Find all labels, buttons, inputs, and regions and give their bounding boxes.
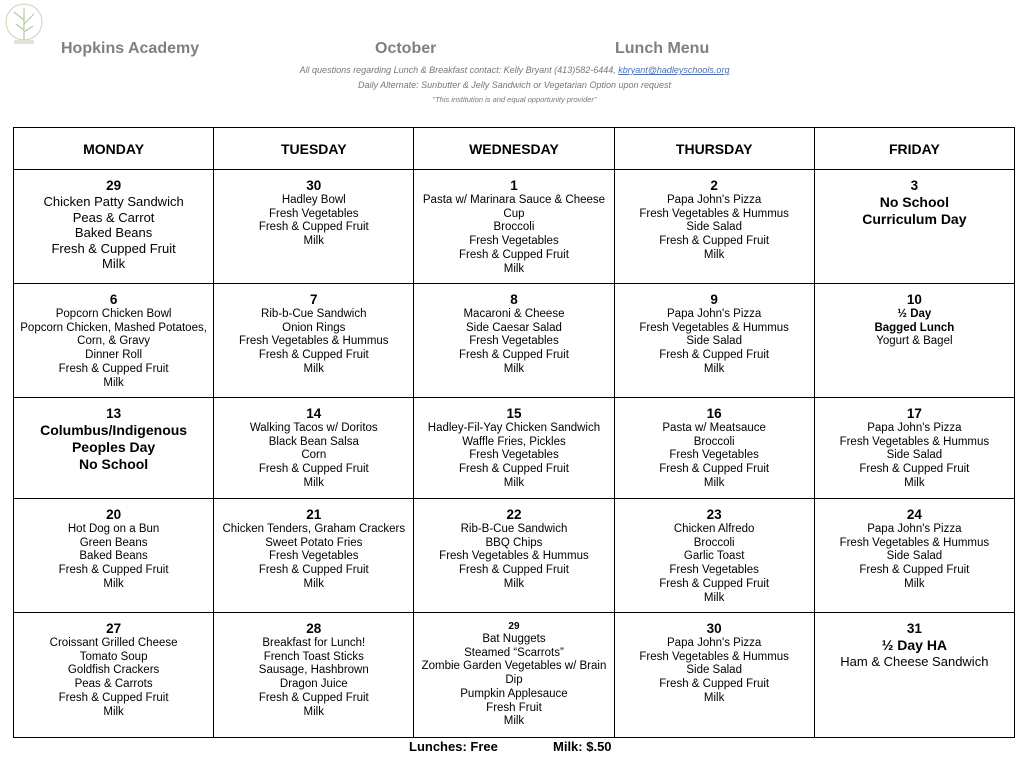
day-number: 14 (306, 406, 322, 421)
menu-item: Papa John's Pizza (667, 194, 762, 206)
menu-item: Fresh & Cupped Fruit (659, 577, 770, 590)
menu-item: Peas & Carrots (74, 678, 153, 691)
day-number: 15 (506, 406, 522, 421)
menu-item: Fresh & Cupped Fruit (459, 564, 569, 577)
weekday-header: MONDAY (14, 128, 214, 170)
menu-item: Hadley-Fil-Yay Chicken Sandwich (427, 422, 601, 434)
menu-item: Rib-b-Cue Sandwich (261, 308, 367, 320)
day-number: 30 (706, 621, 722, 636)
menu-item: Milk (102, 256, 126, 271)
day-cell (814, 499, 1014, 613)
day-cell (414, 284, 614, 398)
menu-item: Pumpkin Applesauce (460, 687, 568, 700)
menu-item: Fresh Vegetables (669, 564, 759, 577)
day-cell (614, 613, 814, 738)
menu-item: Zombie Garden Vegetables w/ Brain Dip (421, 660, 607, 687)
menu-item: Macaroni & Cheese (463, 308, 565, 320)
menu-item: Milk (303, 362, 324, 375)
menu-item: Fresh & Cupped Fruit (659, 235, 770, 248)
day-number: 31 (906, 621, 922, 636)
menu-item: Hadley Bowl (281, 194, 346, 206)
menu-item: Milk (904, 476, 925, 489)
menu-item: Fresh & Cupped Fruit (659, 463, 770, 476)
contact-text: All questions regarding Lunch & Breakfast contact: Kelly Bryant (413)582-6444, (299, 65, 616, 75)
menu-item: Papa John's Pizza (667, 308, 762, 320)
menu-item: Green Beans (79, 536, 148, 549)
day-cell (14, 170, 214, 284)
menu-item: Side Salad (686, 335, 742, 348)
weekday-header: FRIDAY (814, 128, 1014, 170)
day-number: 29 (106, 178, 122, 193)
menu-item: Side Salad (686, 664, 742, 677)
day-number: 6 (109, 292, 118, 307)
day-cell (414, 170, 614, 284)
menu-item: Milk (303, 705, 324, 718)
menu-item: Side Caesar Salad (466, 321, 562, 334)
menu-item: Onion Rings (282, 321, 346, 334)
day-cell (814, 398, 1014, 499)
day-number: 23 (706, 507, 722, 522)
menu-item: Chicken Tenders, Graham Crackers (222, 523, 406, 535)
day-number: 24 (906, 507, 922, 522)
weekday-header: THURSDAY (614, 128, 814, 170)
day-cell (214, 499, 414, 613)
menu-title: Lunch Menu (615, 40, 710, 57)
contact-line (0, 65, 1029, 75)
menu-item: Broccoli (493, 221, 535, 234)
menu-item: Milk (703, 248, 725, 261)
menu-item: Milk (303, 577, 324, 590)
menu-item: Milk (703, 476, 725, 489)
menu-item: Fresh & Cupped Fruit (258, 564, 369, 577)
menu-item: Fresh Vegetables & Hummus (639, 650, 789, 663)
menu-item: Milk (103, 376, 124, 389)
menu-item: Sausage, Hashbrown (258, 664, 369, 677)
day-number: 27 (106, 621, 122, 636)
menu-item: Milk (703, 691, 725, 704)
week-row (14, 499, 1015, 613)
day-cell (14, 398, 214, 499)
day-cell (414, 398, 614, 499)
day-cell (614, 499, 814, 613)
menu-item: Milk (103, 705, 124, 718)
day-cell (814, 613, 1014, 738)
menu-item: Yogurt & Bagel (876, 335, 953, 348)
menu-item: Milk (503, 476, 525, 489)
day-cell (814, 284, 1014, 398)
menu-item: Fresh Vegetables & Hummus (639, 321, 789, 334)
menu-item: Fresh Fruit (486, 701, 542, 714)
menu-item: Baked Beans (74, 225, 153, 240)
day-number: 28 (306, 621, 322, 636)
day-number: 22 (506, 507, 522, 522)
menu-item: French Toast Sticks (263, 650, 364, 663)
menu-item: Milk (303, 235, 324, 248)
day-cell (14, 284, 214, 398)
day-cell (614, 398, 814, 499)
menu-item: Goldfish Crackers (67, 664, 160, 677)
menu-item: Broccoli (693, 536, 735, 549)
menu-item: Pasta w/ Marinara Sauce & Cheese Cup (422, 194, 606, 220)
menu-item: Milk (904, 577, 925, 590)
menu-item: Fresh Vegetables (269, 207, 359, 220)
milk-price: Milk: $.50 (553, 739, 612, 754)
menu-item: Fresh & Cupped Fruit (459, 349, 569, 362)
menu-item: Black Bean Salsa (268, 435, 359, 448)
menu-item: Fresh Vegetables (469, 335, 559, 348)
menu-item: Corn (301, 449, 327, 462)
week-row (14, 170, 1015, 284)
menu-item: Fresh Vegetables (669, 449, 759, 462)
special-note: ½ Day HA (881, 637, 948, 653)
menu-item: Fresh Vegetables & Hummus (839, 435, 990, 448)
menu-item: Papa John's Pizza (867, 523, 962, 535)
equal-opportunity-notice: "This institution is and equal opportunity provider" (432, 95, 597, 104)
menu-item: Popcorn Chicken Bowl (55, 308, 172, 320)
menu-item: Milk (503, 577, 525, 590)
menu-item: Garlic Toast (683, 550, 745, 563)
menu-item: Papa John's Pizza (867, 422, 962, 434)
special-note: Curriculum Day (862, 211, 967, 227)
menu-item: Fresh & Cupped Fruit (659, 349, 770, 362)
week-row (14, 398, 1015, 499)
day-number: 20 (106, 507, 122, 522)
menu-item: Fresh Vegetables (469, 449, 559, 462)
menu-item: Fresh Vegetables & Hummus (238, 335, 389, 348)
menu-item: Rib-B-Cue Sandwich (460, 523, 568, 535)
day-number: 21 (306, 507, 322, 522)
contact-email-link[interactable]: kbryant@hadleyschools.org (618, 65, 730, 75)
weekday-header-row (14, 128, 1015, 170)
menu-item: Pasta w/ Meatsauce (662, 422, 766, 434)
menu-item: Walking Tacos w/ Doritos (249, 422, 378, 434)
menu-item: Milk (503, 715, 525, 728)
menu-item: Fresh Vegetables & Hummus (439, 550, 589, 563)
menu-item: Fresh & Cupped Fruit (258, 691, 369, 704)
day-number: 30 (306, 178, 322, 193)
menu-item: Side Salad (886, 550, 943, 563)
menu-item: Chicken Alfredo (673, 523, 755, 535)
menu-item: Baked Beans (79, 550, 148, 563)
school-logo (2, 2, 46, 48)
menu-item: Fresh & Cupped Fruit (859, 463, 970, 476)
day-cell (414, 613, 614, 738)
menu-item: Peas & Carrot (72, 209, 155, 225)
menu-item: Fresh & Cupped Fruit (859, 564, 970, 577)
menu-item: Side Salad (886, 449, 943, 462)
day-number: 10 (906, 292, 922, 307)
menu-item: Hot Dog on a Bun (67, 523, 160, 535)
menu-item: Fresh & Cupped Fruit (659, 678, 770, 691)
menu-item: Fresh & Cupped Fruit (258, 221, 369, 234)
menu-item: Milk (503, 262, 525, 275)
menu-item: Tomato Soup (79, 650, 148, 663)
day-cell (14, 499, 214, 613)
day-cell (214, 170, 414, 284)
day-cell (814, 170, 1014, 284)
day-number: 2 (710, 178, 718, 193)
menu-item: Chicken Patty Sandwich (43, 194, 184, 209)
menu-item: Croissant Grilled Cheese (49, 637, 178, 649)
menu-item: Broccoli (693, 435, 735, 448)
menu-item: Fresh & Cupped Fruit (58, 691, 169, 704)
menu-item: Waffle Fries, Pickles (462, 435, 566, 448)
special-note: Columbus/Indigenous Peoples Day (40, 422, 188, 455)
day-number: 9 (710, 292, 718, 307)
menu-item: Fresh & Cupped Fruit (258, 349, 369, 362)
weekday-header: TUESDAY (214, 128, 414, 170)
lunch-price: Lunches: Free (409, 739, 498, 754)
weekday-header: WEDNESDAY (414, 128, 614, 170)
day-number: 13 (106, 406, 122, 421)
day-number: 29 (508, 621, 520, 632)
day-number: 3 (910, 178, 919, 193)
menu-item: Dinner Roll (85, 349, 143, 362)
menu-item: Fresh & Cupped Fruit (459, 248, 569, 261)
special-note: Bagged Lunch (874, 321, 955, 334)
menu-item: Ham & Cheese Sandwich (840, 654, 989, 669)
menu-item: Milk (303, 476, 324, 489)
menu-item: Fresh Vegetables (269, 550, 359, 563)
menu-item: Bat Nuggets (482, 633, 546, 645)
special-note: No School (78, 456, 149, 472)
week-row (14, 284, 1015, 398)
menu-item: Sweet Potato Fries (265, 536, 363, 549)
menu-item: Milk (103, 577, 124, 590)
menu-item: Fresh & Cupped Fruit (58, 564, 169, 577)
menu-item: Popcorn Chicken, Mashed Potatoes, Corn, & Gravy (20, 321, 207, 348)
day-number: 17 (906, 406, 922, 421)
day-number: 8 (510, 292, 518, 307)
menu-item: Fresh Vegetables & Hummus (839, 536, 990, 549)
menu-item: Fresh & Cupped Fruit (258, 463, 369, 476)
menu-item: Fresh & Cupped Fruit (51, 240, 176, 256)
menu-item: Fresh & Cupped Fruit (58, 362, 169, 375)
menu-item: Fresh Vegetables (469, 235, 559, 248)
week-row (14, 613, 1015, 738)
menu-item: Milk (503, 362, 525, 375)
menu-item: Milk (703, 362, 725, 375)
menu-item: Side Salad (686, 221, 742, 234)
menu-item: Milk (703, 591, 725, 604)
menu-item: Fresh Vegetables & Hummus (639, 207, 789, 220)
menu-item: Breakfast for Lunch! (262, 637, 366, 649)
day-cell (214, 284, 414, 398)
day-cell (614, 284, 814, 398)
school-name: Hopkins Academy (61, 40, 200, 57)
month-title: October (375, 40, 437, 57)
menu-item: Steamed “Scarrots” (464, 646, 564, 659)
day-number: 7 (310, 292, 318, 307)
day-number: 1 (510, 178, 518, 193)
day-cell (414, 499, 614, 613)
menu-item: Dragon Juice (279, 678, 348, 691)
daily-alternate: Daily Alternate: Sunbutter & Jelly Sandwich or Vegetarian Option upon request (357, 80, 671, 90)
special-note: No School (879, 194, 949, 210)
menu-item: BBQ Chips (485, 536, 543, 549)
day-number: 16 (706, 406, 722, 421)
menu-item: Papa John's Pizza (667, 637, 762, 649)
lunch-calendar (13, 127, 1015, 738)
day-cell (214, 613, 414, 738)
menu-item: Fresh & Cupped Fruit (459, 463, 569, 476)
special-note: ½ Day (897, 308, 932, 320)
day-cell (214, 398, 414, 499)
day-cell (14, 613, 214, 738)
day-cell (614, 170, 814, 284)
